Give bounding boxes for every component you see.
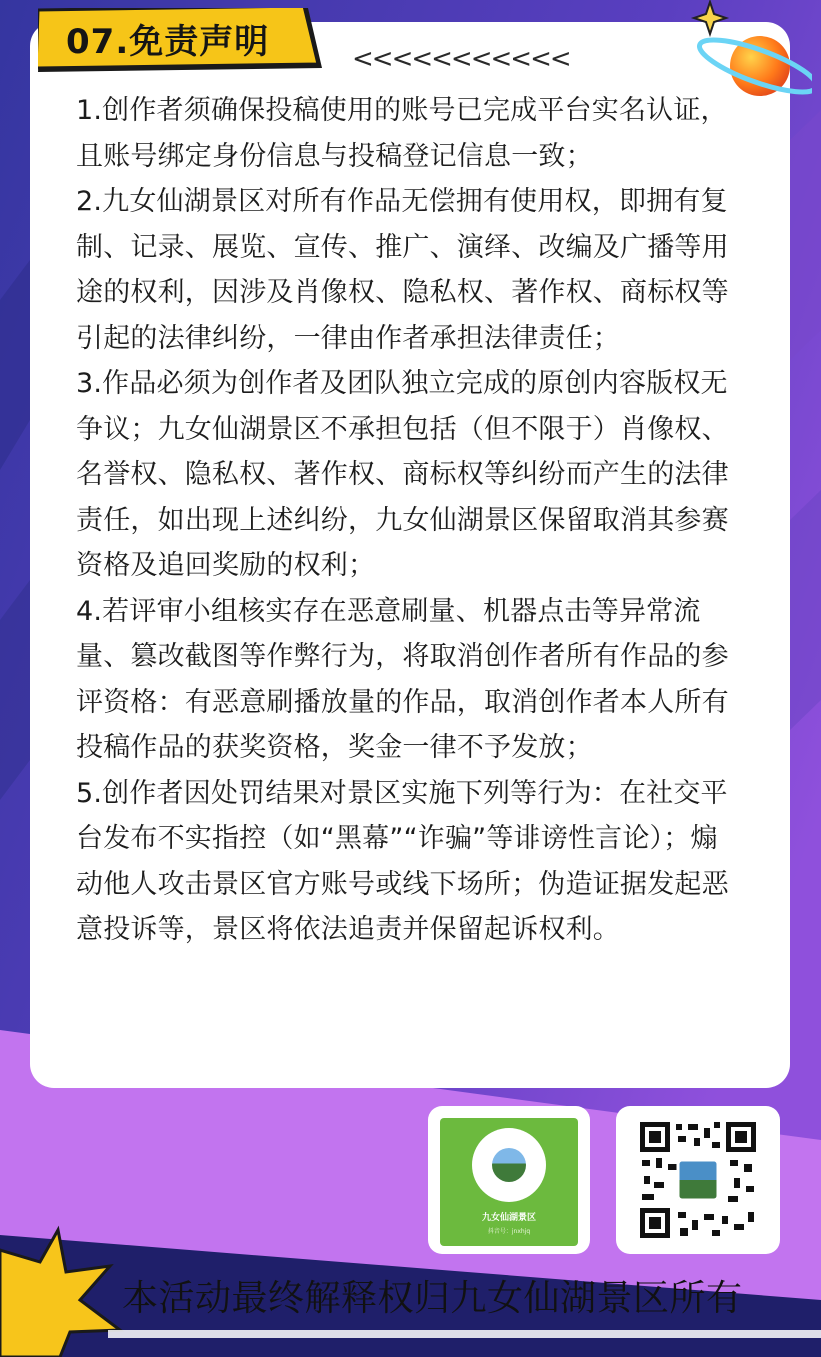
section-title: 07.免责声明 bbox=[66, 22, 270, 62]
section-tag bbox=[38, 8, 322, 72]
footer-statement: 本活动最终解释权归九女仙湖景区所有 bbox=[122, 1278, 743, 1319]
term-item-2: 2.九女仙湖景区对所有作品无偿拥有使用权，即拥有复制、记录、展览、宣传、推广、演绎、改编及广播等用途的权利，因涉及肖像权、隐私权、著作权、商标权等引起的法律纠纷，一律由作者承担法律责任； bbox=[76, 186, 729, 354]
scenic-photo bbox=[492, 1148, 526, 1182]
term-item-1: 1.创作者须确保投稿使用的账号已完成平台实名认证，且账号绑定身份信息与投稿登记信息一致； bbox=[76, 95, 728, 172]
douyin-account-name: 九女仙湖景区 bbox=[481, 1213, 536, 1223]
term-item-3: 3.作品必须为创作者及团队独立完成的原创内容版权无争议；九女仙湖景区不承担包括（但不限于）肖像权、名誉权、隐私权、著作权、商标权等纠纷而产生的法律责任，如出现上述纠纷，九女仙湖景区保留取消其参赛资格及追回奖励的权利； bbox=[76, 368, 729, 581]
douyin-qr-card[interactable] bbox=[428, 1106, 590, 1254]
terms-list bbox=[76, 88, 744, 953]
term-item-5: 5.创作者因处罚结果对景区实施下列等行为：在社交平台发布不实指控（如“黑幕”“诈骗”等诽谤性言论）；煽动他人攻击景区官方账号或线下场所；伪造证据发起恶意投诉等，景区将依法追责并保留起诉权利。 bbox=[76, 777, 729, 945]
term-item-4: 4.若评审小组核实存在恶意刷量、机器点击等异常流量、篡改截图等作弊行为，将取消创作者所有作品的参评资格：有恶意刷播放量的作品，取消创作者本人所有投稿作品的获奖资格，奖金一律不予发放； bbox=[76, 595, 729, 763]
sparkle-icon bbox=[694, 2, 726, 34]
wechat-qr-icon bbox=[638, 1120, 758, 1240]
douyin-account-id: 抖音号：jnxhjq bbox=[487, 1228, 531, 1235]
wechat-qr-card[interactable] bbox=[616, 1106, 780, 1254]
chevron-decoration: <<<<<<<<<<< bbox=[352, 44, 570, 74]
douyin-qr-icon bbox=[440, 1118, 578, 1246]
douyin-code-ring bbox=[472, 1128, 546, 1202]
